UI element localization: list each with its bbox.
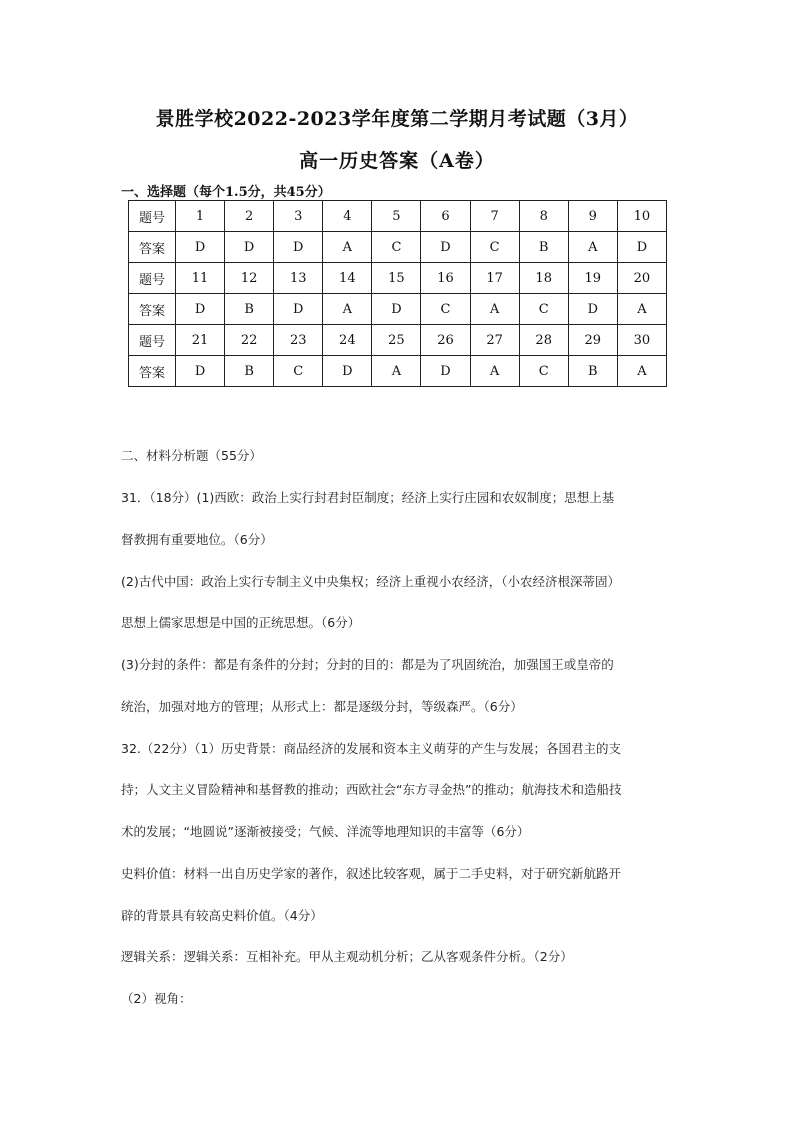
table-cell: 18 — [519, 263, 568, 294]
table-cell: 25 — [372, 325, 421, 356]
table-cell: 27 — [470, 325, 519, 356]
text-line: 逻辑关系：逻辑关系：互相补充。甲从主观动机分析；乙从客观条件分析。（2分） — [121, 949, 573, 964]
table-cell: D — [372, 294, 421, 325]
table-cell: 8 — [519, 201, 568, 232]
table-cell: 23 — [274, 325, 323, 356]
table-row — [129, 356, 667, 387]
table-cell: 20 — [617, 263, 666, 294]
table-cell: 26 — [421, 325, 470, 356]
table-cell: 24 — [323, 325, 372, 356]
table-cell: A — [617, 356, 666, 387]
table-cell: 28 — [519, 325, 568, 356]
table-cell: 5 — [372, 201, 421, 232]
table-cell: A — [617, 294, 666, 325]
table-cell: 6 — [421, 201, 470, 232]
page-subtitle: 高一历史答案（A卷） — [299, 150, 495, 172]
table-cell: 22 — [225, 325, 274, 356]
table-cell: C — [372, 232, 421, 263]
table-cell: C — [421, 294, 470, 325]
table-cell: D — [176, 356, 225, 387]
table-cell: C — [519, 294, 568, 325]
table-row — [129, 294, 667, 325]
table-cell: 13 — [274, 263, 323, 294]
table-cell: B — [225, 356, 274, 387]
text-line: 思想上儒家思想是中国的正统思想。（6分） — [121, 615, 361, 630]
table-cell: A — [323, 232, 372, 263]
table-cell: 29 — [568, 325, 617, 356]
text-line: 督教拥有重要地位。（6分） — [121, 532, 273, 547]
table-cell: B — [519, 232, 568, 263]
text-line: (3)分封的条件：都是有条件的分封；分封的目的：都是为了巩固统治，加强国王或皇帝的 — [121, 657, 614, 672]
table-cell: B — [225, 294, 274, 325]
text-line: 32.（22分）（1）历史背景：商品经济的发展和资本主义萌芽的产生与发展；各国君主的支 — [121, 741, 621, 756]
table-cell: 7 — [470, 201, 519, 232]
table-row — [129, 232, 667, 263]
table-cell: 11 — [176, 263, 225, 294]
text-line: 持；人文主义冒险精神和基督教的推动；西欧社会“东方寻金热”的推动；航海技术和造船技 — [121, 782, 622, 797]
row-label: 题号 — [129, 201, 176, 232]
table-cell: 2 — [225, 201, 274, 232]
table-cell: D — [176, 294, 225, 325]
table-cell: 15 — [372, 263, 421, 294]
text-line: 辟的背景具有较高史料价值。（4分） — [121, 908, 323, 923]
table-cell: 17 — [470, 263, 519, 294]
table-cell: 16 — [421, 263, 470, 294]
table-row — [129, 201, 667, 232]
table-cell: 19 — [568, 263, 617, 294]
table-cell: 10 — [617, 201, 666, 232]
section-heading-analysis: 二、材料分析题（55分） — [121, 448, 262, 463]
row-label: 答案 — [129, 232, 176, 263]
table-cell: D — [225, 232, 274, 263]
row-label: 答案 — [129, 356, 176, 387]
table-cell: 1 — [176, 201, 225, 232]
table-cell: D — [176, 232, 225, 263]
text-line: （2）视角： — [121, 991, 192, 1006]
row-label: 题号 — [129, 325, 176, 356]
table-cell: 21 — [176, 325, 225, 356]
text-line: (2)古代中国：政治上实行专制主义中央集权；经济上重视小农经济，（小农经济根深蒂固） — [121, 574, 620, 589]
table-cell: D — [323, 356, 372, 387]
table-cell: B — [568, 356, 617, 387]
answer-table — [128, 200, 667, 387]
table-row — [129, 263, 667, 294]
table-cell: A — [568, 232, 617, 263]
table-cell: C — [274, 356, 323, 387]
section-heading-choice: 一、选择题（每个1.5分，共45分） — [121, 185, 331, 200]
table-cell: A — [323, 294, 372, 325]
table-cell: D — [568, 294, 617, 325]
table-cell: 14 — [323, 263, 372, 294]
table-cell: A — [470, 356, 519, 387]
table-row — [129, 325, 667, 356]
table-cell: 30 — [617, 325, 666, 356]
table-cell: D — [421, 356, 470, 387]
table-cell: D — [274, 294, 323, 325]
table-cell: D — [274, 232, 323, 263]
table-cell: 3 — [274, 201, 323, 232]
table-cell: D — [421, 232, 470, 263]
text-line: 统治，加强对地方的管理；从形式上：都是逐级分封，等级森严。（6分） — [121, 699, 523, 714]
page-title: 景胜学校2022-2023学年度第二学期月考试题（3月） — [155, 108, 639, 130]
table-cell: C — [519, 356, 568, 387]
table-cell: D — [617, 232, 666, 263]
text-line: 31．（18分）(1)西欧：政治上实行封君封臣制度；经济上实行庄园和农奴制度；思想上基 — [121, 490, 615, 505]
table-cell: 4 — [323, 201, 372, 232]
row-label: 答案 — [129, 294, 176, 325]
table-cell: 9 — [568, 201, 617, 232]
table-cell: 12 — [225, 263, 274, 294]
table-cell: A — [372, 356, 421, 387]
table-cell: A — [470, 294, 519, 325]
row-label: 题号 — [129, 263, 176, 294]
table-cell: C — [470, 232, 519, 263]
text-line: 史料价值：材料一出自历史学家的著作，叙述比较客观，属于二手史料，对于研究新航路开 — [121, 866, 622, 881]
text-line: 术的发展；“地圆说”逐渐被接受；气候、洋流等地理知识的丰富等（6分） — [121, 824, 530, 839]
